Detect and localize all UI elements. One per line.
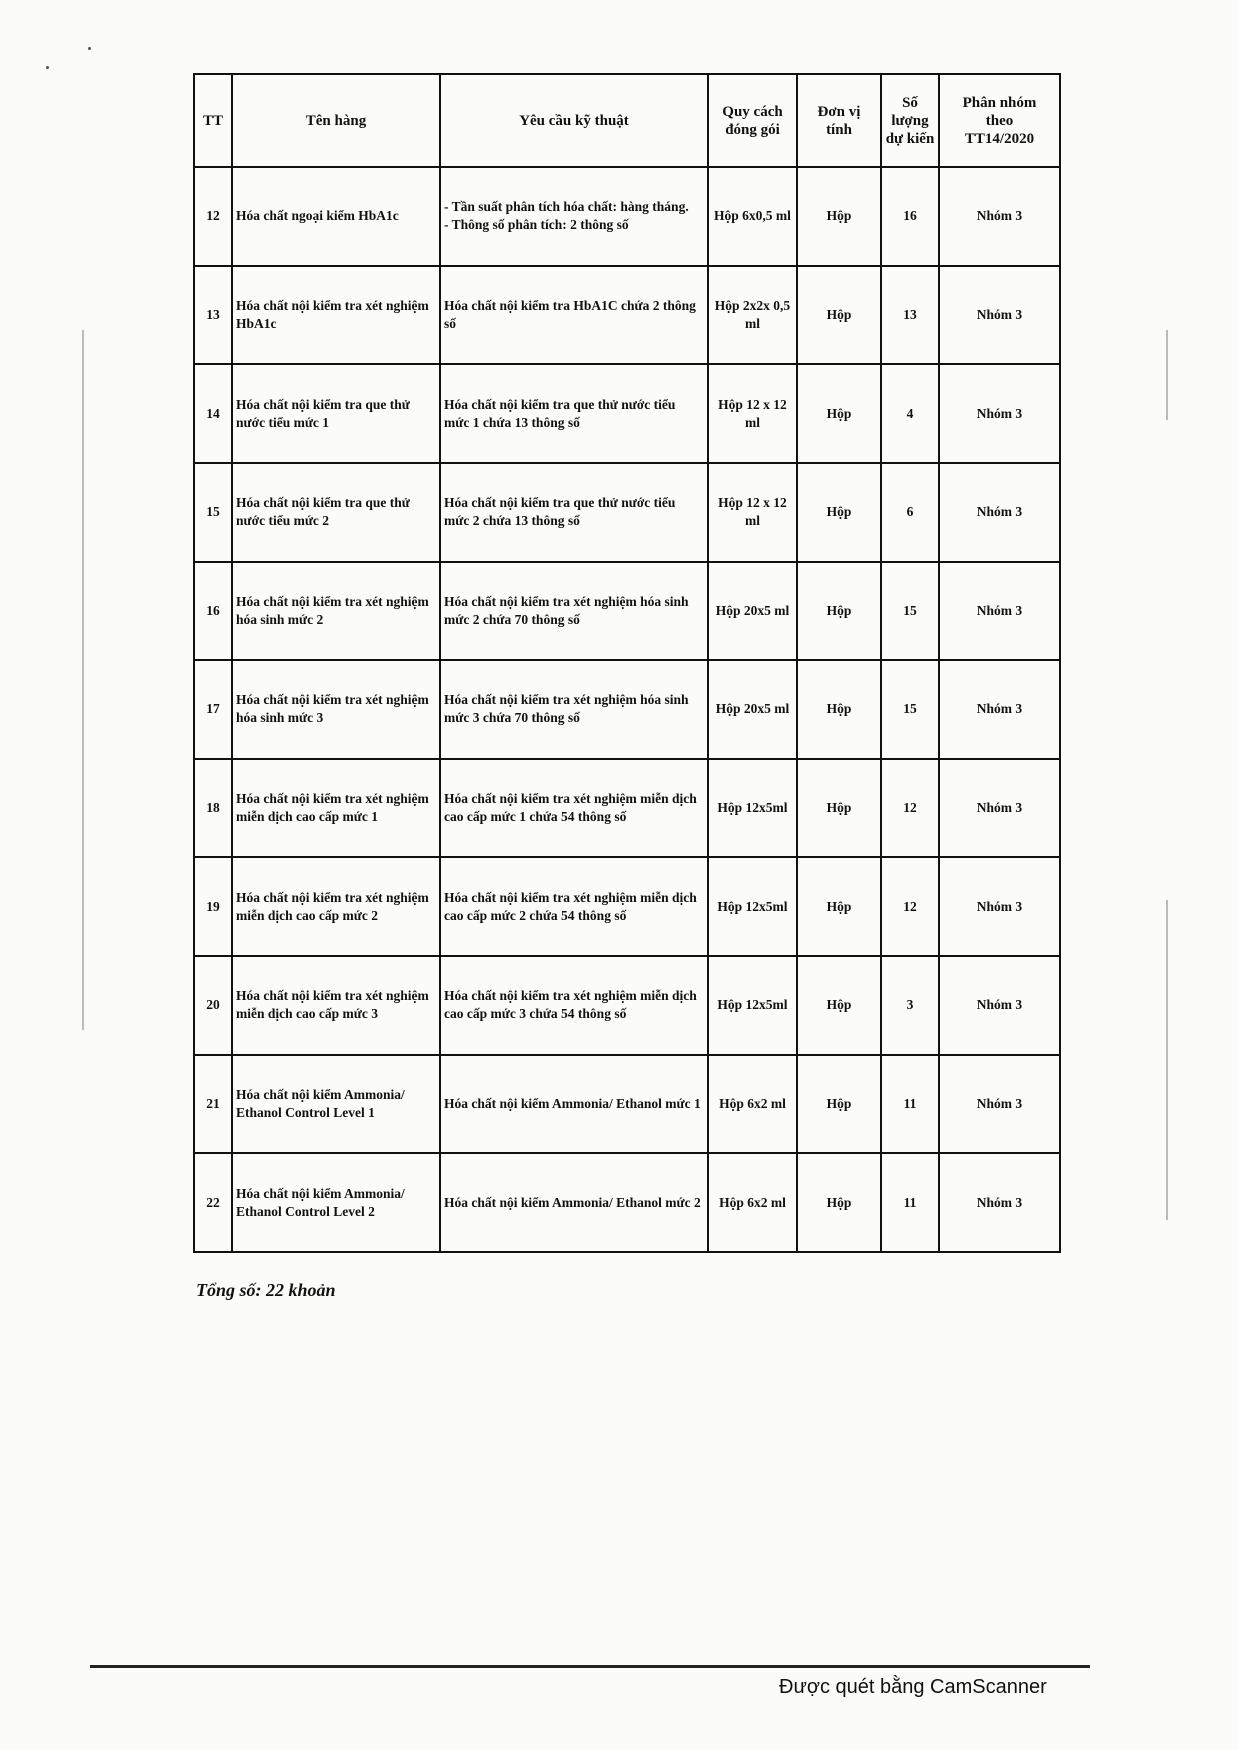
cell-quantity: 15: [881, 562, 939, 661]
cell-quantity: 16: [881, 167, 939, 266]
cell-requirement: Hóa chất nội kiểm Ammonia/ Ethanol mức 2: [440, 1153, 708, 1252]
cell-quantity: 12: [881, 857, 939, 956]
scan-edge-mark: [1166, 330, 1168, 420]
cell-name: Hóa chất nội kiểm Ammonia/ Ethanol Control Level 1: [232, 1055, 440, 1154]
cell-packing: Hộp 6x2 ml: [708, 1153, 797, 1252]
cell-requirement: Hóa chất nội kiểm tra xét nghiệm hóa sinh mức 3 chứa 70 thông số: [440, 660, 708, 759]
header-packing: Quy cách đóng gói: [708, 74, 797, 167]
cell-unit: Hộp: [797, 562, 881, 661]
cell-unit: Hộp: [797, 167, 881, 266]
cell-packing: Hộp 6x0,5 ml: [708, 167, 797, 266]
cell-name: Hóa chất nội kiểm tra que thử nước tiểu mức 1: [232, 364, 440, 463]
header-requirement: Yêu cầu kỹ thuật: [440, 74, 708, 167]
items-table: [193, 73, 1061, 1253]
cell-packing: Hộp 12x5ml: [708, 857, 797, 956]
cell-requirement: Hóa chất nội kiểm tra que thử nước tiểu mức 1 chứa 13 thông số: [440, 364, 708, 463]
scan-speck: [46, 66, 49, 69]
cell-name: Hóa chất nội kiểm tra xét nghiệm miễn dịch cao cấp mức 1: [232, 759, 440, 858]
cell-quantity: 6: [881, 463, 939, 562]
table-row: [194, 562, 1060, 661]
table-row: [194, 463, 1060, 562]
cell-tt: 15: [194, 463, 232, 562]
cell-tt: 20: [194, 956, 232, 1055]
cell-tt: 18: [194, 759, 232, 858]
cell-name: Hóa chất ngoại kiểm HbA1c: [232, 167, 440, 266]
cell-group: Nhóm 3: [939, 956, 1060, 1055]
cell-group: Nhóm 3: [939, 759, 1060, 858]
scan-edge-mark: [1166, 900, 1168, 1220]
cell-group: Nhóm 3: [939, 364, 1060, 463]
cell-tt: 12: [194, 167, 232, 266]
header-name: Tên hàng: [232, 74, 440, 167]
cell-unit: Hộp: [797, 266, 881, 365]
header-quantity: Số lượng dự kiến: [881, 74, 939, 167]
cell-requirement: Hóa chất nội kiểm tra xét nghiệm hóa sinh mức 2 chứa 70 thông số: [440, 562, 708, 661]
cell-unit: Hộp: [797, 364, 881, 463]
cell-packing: Hộp 12x5ml: [708, 956, 797, 1055]
table-row: [194, 266, 1060, 365]
cell-tt: 21: [194, 1055, 232, 1154]
cell-packing: Hộp 12 x 12 ml: [708, 463, 797, 562]
cell-requirement: Hóa chất nội kiểm tra que thử nước tiểu mức 2 chứa 13 thông số: [440, 463, 708, 562]
cell-name: Hóa chất nội kiểm tra xét nghiệm hóa sinh mức 3: [232, 660, 440, 759]
cell-unit: Hộp: [797, 1055, 881, 1154]
cell-unit: Hộp: [797, 956, 881, 1055]
cell-unit: Hộp: [797, 759, 881, 858]
table-row: [194, 1055, 1060, 1154]
cell-group: Nhóm 3: [939, 660, 1060, 759]
header-group: Phân nhóm theo TT14/2020: [939, 74, 1060, 167]
cell-quantity: 11: [881, 1055, 939, 1154]
cell-tt: 16: [194, 562, 232, 661]
scanner-watermark: Được quét bằng CamScanner: [779, 1676, 1047, 1698]
cell-unit: Hộp: [797, 857, 881, 956]
cell-packing: Hộp 2x2x 0,5 ml: [708, 266, 797, 365]
cell-quantity: 15: [881, 660, 939, 759]
cell-quantity: 13: [881, 266, 939, 365]
cell-name: Hóa chất nội kiểm tra xét nghiệm hóa sinh mức 2: [232, 562, 440, 661]
table-row: [194, 857, 1060, 956]
cell-name: Hóa chất nội kiểm tra xét nghiệm miễn dịch cao cấp mức 3: [232, 956, 440, 1055]
scan-edge-mark: [82, 330, 84, 1030]
header-unit: Đơn vị tính: [797, 74, 881, 167]
cell-packing: Hộp 6x2 ml: [708, 1055, 797, 1154]
table-row: [194, 167, 1060, 266]
cell-requirement: Hóa chất nội kiểm tra xét nghiệm miễn dịch cao cấp mức 3 chứa 54 thông số: [440, 956, 708, 1055]
cell-requirement: Hóa chất nội kiểm tra xét nghiệm miễn dịch cao cấp mức 1 chứa 54 thông số: [440, 759, 708, 858]
cell-requirement: - Tần suất phân tích hóa chất: hàng tháng. - Thông số phân tích: 2 thông số: [440, 167, 708, 266]
cell-unit: Hộp: [797, 463, 881, 562]
cell-quantity: 3: [881, 956, 939, 1055]
cell-tt: 19: [194, 857, 232, 956]
cell-group: Nhóm 3: [939, 463, 1060, 562]
total-count: Tổng số: 22 khoản: [196, 1280, 336, 1300]
table-header-row: [194, 74, 1060, 167]
scan-speck: [88, 47, 91, 50]
cell-group: Nhóm 3: [939, 1055, 1060, 1154]
cell-unit: Hộp: [797, 660, 881, 759]
table-row: [194, 1153, 1060, 1252]
table-row: [194, 364, 1060, 463]
cell-packing: Hộp 12 x 12 ml: [708, 364, 797, 463]
cell-group: Nhóm 3: [939, 266, 1060, 365]
table-row: [194, 956, 1060, 1055]
cell-unit: Hộp: [797, 1153, 881, 1252]
cell-packing: Hộp 20x5 ml: [708, 660, 797, 759]
cell-packing: Hộp 12x5ml: [708, 759, 797, 858]
cell-name: Hóa chất nội kiểm tra que thử nước tiểu mức 2: [232, 463, 440, 562]
cell-quantity: 11: [881, 1153, 939, 1252]
cell-group: Nhóm 3: [939, 167, 1060, 266]
cell-tt: 14: [194, 364, 232, 463]
cell-name: Hóa chất nội kiểm tra xét nghiệm miễn dịch cao cấp mức 2: [232, 857, 440, 956]
table-row: [194, 759, 1060, 858]
cell-tt: 22: [194, 1153, 232, 1252]
cell-quantity: 12: [881, 759, 939, 858]
header-tt: TT: [194, 74, 232, 167]
cell-group: Nhóm 3: [939, 562, 1060, 661]
cell-packing: Hộp 20x5 ml: [708, 562, 797, 661]
divider: [90, 1665, 1090, 1668]
cell-requirement: Hóa chất nội kiểm Ammonia/ Ethanol mức 1: [440, 1055, 708, 1154]
cell-tt: 13: [194, 266, 232, 365]
cell-name: Hóa chất nội kiểm tra xét nghiệm HbA1c: [232, 266, 440, 365]
table-body: [194, 167, 1060, 1252]
cell-requirement: Hóa chất nội kiểm tra xét nghiệm miễn dịch cao cấp mức 2 chứa 54 thông số: [440, 857, 708, 956]
cell-group: Nhóm 3: [939, 1153, 1060, 1252]
cell-name: Hóa chất nội kiểm Ammonia/ Ethanol Control Level 2: [232, 1153, 440, 1252]
cell-group: Nhóm 3: [939, 857, 1060, 956]
table-row: [194, 660, 1060, 759]
cell-tt: 17: [194, 660, 232, 759]
cell-requirement: Hóa chất nội kiểm tra HbA1C chứa 2 thông số: [440, 266, 708, 365]
cell-quantity: 4: [881, 364, 939, 463]
